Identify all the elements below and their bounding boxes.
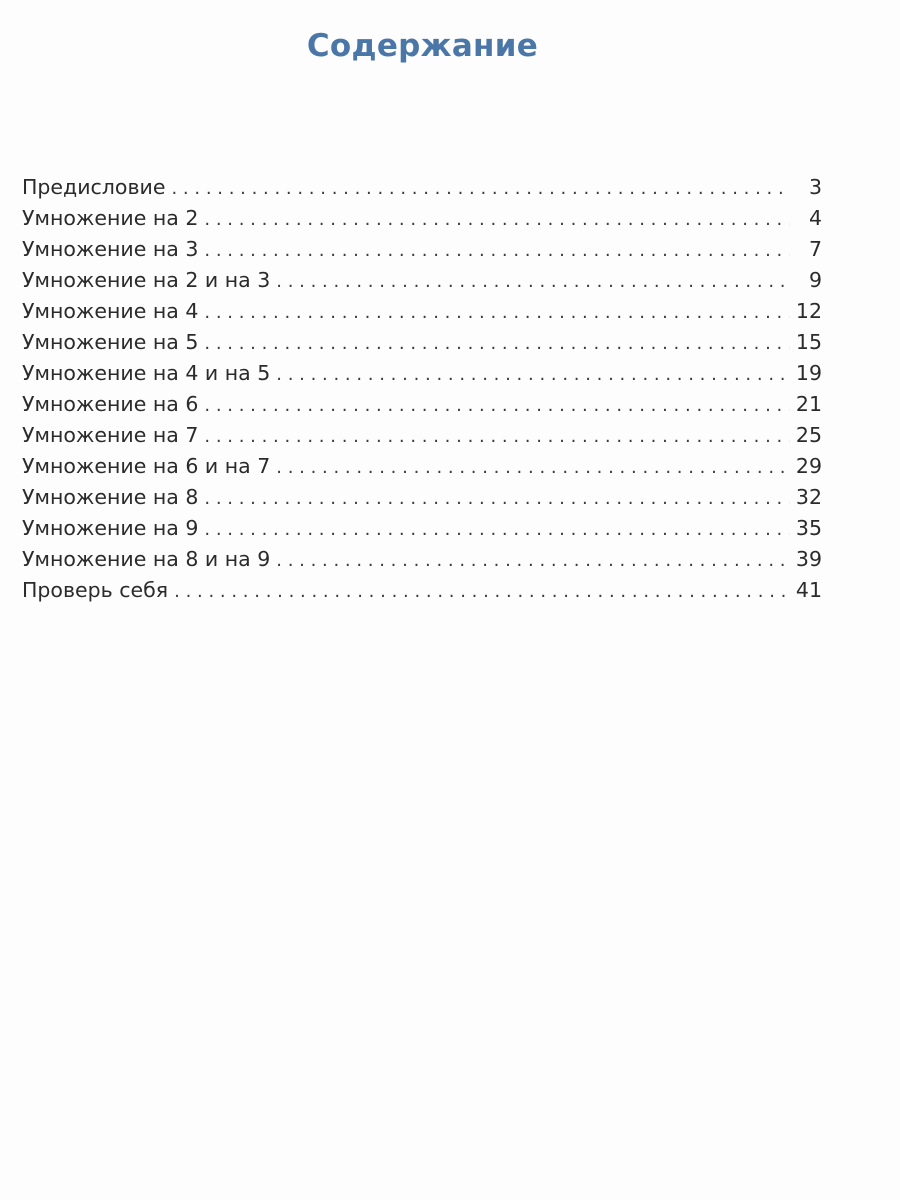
toc-entry-label: Умножение на 3: [22, 237, 199, 261]
toc-entry-page: 19: [795, 361, 822, 385]
toc-entry-page: 12: [795, 299, 822, 323]
toc-entry: [22, 296, 822, 327]
toc-entry-page: 15: [795, 330, 822, 354]
toc-entry: [22, 451, 822, 482]
toc-entry: [22, 234, 822, 265]
toc-entry-page: 29: [795, 454, 822, 478]
toc-entry-label: Умножение на 8: [22, 485, 199, 509]
toc-entry-label: Умножение на 2 и на 3: [22, 268, 271, 292]
dot-leader: [204, 328, 790, 359]
dot-leader: [276, 545, 790, 576]
toc-entry-label: Умножение на 8 и на 9: [22, 547, 271, 571]
dot-leader: [171, 173, 790, 204]
dot-leader: [204, 421, 790, 452]
toc-entry: [22, 172, 822, 203]
toc-entry-page: 41: [795, 578, 822, 602]
toc-entry-page: 35: [795, 516, 822, 540]
dot-leader: [276, 359, 790, 390]
toc-entry-label: Умножение на 6 и на 7: [22, 454, 271, 478]
dot-leader: [276, 266, 790, 297]
toc-entry: [22, 575, 822, 606]
toc-entry-page: 7: [808, 237, 822, 261]
toc-entry-label: Умножение на 4: [22, 299, 199, 323]
toc-entry-page: 4: [808, 206, 822, 230]
toc-entry: [22, 513, 822, 544]
toc-entry-label: Умножение на 9: [22, 516, 199, 540]
dot-leader: [276, 452, 790, 483]
dot-leader: [204, 390, 790, 421]
toc-entry-label: Предисловие: [22, 175, 166, 199]
dot-leader: [204, 297, 790, 328]
toc-entry-page: 3: [808, 175, 822, 199]
toc-entry-label: Умножение на 2: [22, 206, 199, 230]
page-title: Содержание: [306, 28, 539, 64]
toc-entry: [22, 544, 822, 575]
dot-leader: [204, 204, 790, 235]
toc-entry: [22, 389, 822, 420]
toc-entry-label: Умножение на 6: [22, 392, 199, 416]
dot-leader: [204, 483, 790, 514]
toc-entry-page: 32: [795, 485, 822, 509]
table-of-contents: [22, 172, 822, 606]
toc-entry-label: Умножение на 4 и на 5: [22, 361, 271, 385]
toc-entry: [22, 327, 822, 358]
toc-entry-label: Умножение на 5: [22, 330, 199, 354]
toc-entry-page: 21: [795, 392, 822, 416]
toc-entry: [22, 265, 822, 296]
dot-leader: [174, 576, 790, 607]
dot-leader: [204, 514, 790, 545]
toc-entry-page: 9: [808, 268, 822, 292]
toc-entry: [22, 482, 822, 513]
toc-entry-page: 25: [795, 423, 822, 447]
toc-entry-page: 39: [795, 547, 822, 571]
toc-entry-label: Проверь себя: [22, 578, 169, 602]
toc-entry: [22, 420, 822, 451]
toc-entry: [22, 203, 822, 234]
dot-leader: [204, 235, 790, 266]
toc-entry: [22, 358, 822, 389]
toc-entry-label: Умножение на 7: [22, 423, 199, 447]
